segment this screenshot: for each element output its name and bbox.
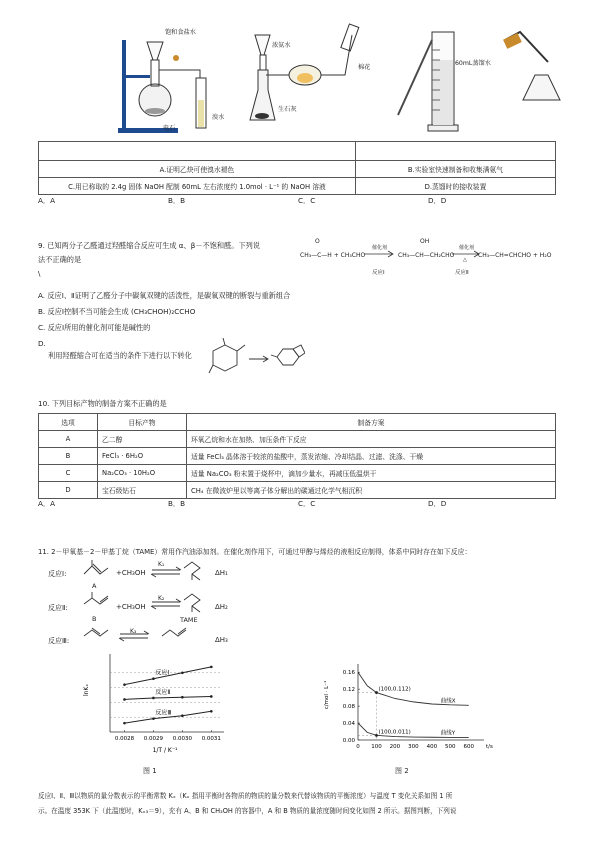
x-tick-label: 0.0030 bbox=[172, 736, 192, 742]
data-point bbox=[210, 695, 213, 698]
annotation-label: (100,0.011) bbox=[378, 729, 411, 736]
y-tick-label: 0.08 bbox=[342, 704, 355, 711]
apparatus-d bbox=[503, 32, 560, 100]
q9-rxn-label2: 反应Ⅱ bbox=[455, 270, 469, 276]
q10-header-option: 选项 bbox=[39, 414, 98, 431]
data-point bbox=[123, 683, 126, 686]
q11-rxn2-label: 反应Ⅱ: bbox=[48, 604, 68, 612]
q9-rxn-delta: △ bbox=[463, 257, 467, 263]
q10-stem: 10. 下列目标产物的制备方案不正确的是 bbox=[38, 399, 167, 408]
q8-options bbox=[38, 196, 558, 206]
q9-stem-line2: 法不正确的是 bbox=[38, 255, 82, 264]
q10-option-c[interactable]: C．C bbox=[298, 499, 316, 508]
data-point bbox=[375, 734, 378, 737]
q10-header-product: 目标产物 bbox=[98, 414, 187, 431]
apparatus-diagrams bbox=[0, 0, 595, 140]
q9-reaction-arrows bbox=[360, 248, 490, 260]
data-point bbox=[181, 696, 184, 699]
q11-rxn1-plus: +CH₃OH bbox=[116, 569, 146, 577]
series-label: 曲线Y bbox=[440, 730, 456, 737]
data-point bbox=[123, 722, 126, 725]
q10-cell: D bbox=[39, 482, 98, 499]
data-point bbox=[210, 710, 213, 713]
y-tick-label: 0.12 bbox=[342, 687, 355, 694]
label-calcium-carbide: 电石 bbox=[163, 125, 176, 132]
q8-option-a[interactable]: A．A bbox=[38, 196, 56, 205]
q11-rxn2-dh: ΔH₂ bbox=[215, 603, 228, 611]
q8-option-b[interactable]: B．B bbox=[168, 196, 186, 205]
series-label: 曲线X bbox=[440, 698, 456, 705]
figure1-chart bbox=[80, 650, 230, 760]
x-tick-label: 0.0029 bbox=[143, 736, 164, 742]
x-tick-label: 600 bbox=[463, 744, 475, 750]
q11-rxn1-sub: A bbox=[92, 582, 97, 590]
q9-option-d[interactable]: 利用羟醛缩合可在适当的条件下进行以下转化 bbox=[48, 351, 192, 360]
q9-rxn-right: CH₃—CH=CHCHO + H₂O bbox=[478, 252, 552, 259]
q8-option-c-desc: C.用已称取的 2.4g 固体 NaOH 配制 60mL 左右浓度约 1.0mol · L⁻¹ 的 NaOH 溶液 bbox=[39, 178, 356, 195]
q11-rxn3-dh: ΔH₃ bbox=[215, 636, 228, 644]
q10-cell: CH₄ 在微波炉里以等离子体分解出的碳通过化学气相沉积 bbox=[187, 482, 556, 499]
q10-option-d[interactable]: D．D bbox=[428, 499, 447, 508]
q9-rxn-mid: CH₃—CH—CH₂CHO bbox=[398, 252, 455, 259]
series-label: 反应Ⅱ bbox=[155, 688, 171, 696]
q10-table bbox=[38, 413, 556, 499]
data-point bbox=[152, 717, 155, 720]
q9-rxn-left: CH₃—C—H + CH₃CHO bbox=[300, 252, 366, 259]
q8-option-b-desc: B.实验室快速制备和收集满氨气 bbox=[356, 161, 556, 178]
q9-option-a[interactable]: A. 反应Ⅰ、Ⅱ证明了乙醛分子中碳氧双键的活泼性，是碳氧双键的断裂与重新组合 bbox=[38, 291, 291, 300]
y-tick-label: 0.00 bbox=[342, 738, 355, 744]
x-tick-label: 300 bbox=[408, 744, 419, 750]
q10-cell: 适量 Na₂CO₃ 粉末置于烧杯中，滴加少量水，再减压低温烘干 bbox=[187, 465, 556, 482]
q9-rxn-oh: OH bbox=[420, 238, 430, 245]
q8-option-c[interactable]: C．C bbox=[298, 196, 316, 205]
data-point bbox=[152, 697, 155, 700]
table-row bbox=[39, 431, 556, 448]
q8-option-d-desc: D.蒸馏时的接收装置 bbox=[356, 178, 556, 195]
x-tick-label: 200 bbox=[389, 744, 401, 750]
series-label: 反应Ⅰ bbox=[155, 669, 170, 677]
q10-option-a[interactable]: A．A bbox=[38, 499, 56, 508]
y-axis-label: c/mol · L⁻¹ bbox=[324, 680, 330, 710]
q11-rxn2-k: K₂ bbox=[158, 595, 165, 602]
label-bromine-water: 溴水 bbox=[212, 114, 225, 121]
q9-rxn-label1: 反应Ⅰ bbox=[372, 270, 385, 276]
q10-option-b[interactable]: B．B bbox=[168, 499, 186, 508]
x-tick-label: 400 bbox=[426, 744, 438, 750]
q11-rxn2-product: TAME bbox=[180, 616, 198, 624]
x-axis-label: 1/T / K⁻¹ bbox=[152, 747, 178, 754]
q11-stem: 11. 2－甲氧基－2－甲基丁烷（TAME）常用作汽油添加剂。在催化剂作用下，可通过甲醇与烯烃的液相反应制得，体系中同时存在如下反应： bbox=[38, 548, 472, 556]
x-axis-label: t/s bbox=[486, 744, 493, 750]
data-point bbox=[210, 666, 213, 669]
q11-rxn2-sub: B bbox=[92, 615, 97, 623]
q11-bottom-line2: 示。在温度 353K 下（此温度时，Kₓ₃＝9），充有 A、B 和 CH₃OH 的容器中，A 和 B 物质的量浓度随时间变化如图 2 所示。据图判断，下列说 bbox=[38, 807, 457, 815]
q9-rxn-cat1: 催化剂 bbox=[372, 245, 388, 251]
data-point bbox=[152, 677, 155, 680]
label-quicklime: 生石灰 bbox=[278, 106, 297, 113]
apparatus-c bbox=[398, 32, 458, 131]
figure1-caption: 图 1 bbox=[143, 767, 157, 775]
data-point bbox=[181, 672, 184, 675]
q10-header-plan: 制备方案 bbox=[187, 414, 556, 431]
table-row bbox=[39, 482, 556, 499]
q10-cell: 环氧乙烷和水在加热、加压条件下反应 bbox=[187, 431, 556, 448]
x-tick-label: 0 bbox=[356, 744, 360, 750]
q11-rxn3-label: 反应Ⅲ: bbox=[48, 637, 70, 645]
data-point bbox=[181, 714, 184, 717]
x-tick-label: 500 bbox=[445, 744, 456, 750]
q10-cell: FeCl₃ · 6H₂O bbox=[98, 448, 187, 465]
q10-cell: Na₂CO₃ · 10H₂O bbox=[98, 465, 187, 482]
x-tick-label: 100 bbox=[371, 744, 382, 750]
q10-cell: C bbox=[39, 465, 98, 482]
x-tick-label: 0.0031 bbox=[201, 736, 221, 742]
label-saturated-brine: 饱和食盐水 bbox=[165, 29, 196, 36]
q11-rxn1-k: K₁ bbox=[158, 561, 165, 568]
table-row bbox=[39, 465, 556, 482]
q11-bottom-line1: 反应Ⅰ、Ⅱ、Ⅲ以物质的量分数表示的平衡常数 Kₓ（Kₓ 指用平衡时各物质的物质的量分数来代替该物质的平衡浓度）与温度 T 变化关系如图 1 所 bbox=[38, 792, 453, 800]
data-point bbox=[123, 698, 126, 701]
q9-rxn-o: O bbox=[315, 238, 320, 245]
q8-option-d[interactable]: D．D bbox=[428, 196, 447, 205]
annotation-label: (100,0.112) bbox=[378, 686, 411, 693]
q11-rxn3-k: K₃ bbox=[130, 628, 137, 635]
q10-cell: B bbox=[39, 448, 98, 465]
table-row bbox=[39, 448, 556, 465]
figure2-caption: 图 2 bbox=[395, 767, 409, 775]
figure2-chart bbox=[318, 660, 496, 760]
y-axis-label: lnKₓ bbox=[83, 683, 90, 697]
q11-rxn2-plus: +CH₃OH bbox=[116, 603, 146, 611]
q9-option-d-head[interactable]: D. bbox=[38, 339, 46, 348]
q8-option-a-desc: A.证明乙炔可使溴水褪色 bbox=[39, 161, 356, 178]
q10-cell: A bbox=[39, 431, 98, 448]
q11-rxn1-label: 反应Ⅰ: bbox=[48, 570, 67, 578]
q10-cell: 适量 FeCl₃ 晶体溶于较浓的盐酸中，蒸发浓缩、冷却结晶、过滤、洗涤、干燥 bbox=[187, 448, 556, 465]
x-tick-label: 0.0028 bbox=[114, 736, 135, 742]
y-tick-label: 0.16 bbox=[342, 670, 355, 677]
q9-stem-line1: 9. 已知两分子乙醛通过羟醛缩合反应可生成 α、β－不饱和醛。下列说 bbox=[38, 241, 261, 250]
apparatus-a bbox=[118, 40, 206, 133]
q9-option-b[interactable]: B. 反应Ⅰ控制不当可能会生成 (CH₃CHOH)₂CCHO bbox=[38, 307, 196, 316]
y-tick-label: 0.04 bbox=[342, 721, 355, 728]
q11-rxn1-dh: ΔH₁ bbox=[215, 569, 228, 577]
q8-table bbox=[38, 141, 556, 195]
q9-mark: \ bbox=[38, 269, 41, 278]
q11-reaction-structures bbox=[80, 560, 210, 650]
series-line bbox=[124, 696, 211, 699]
q9-structure-transform bbox=[205, 335, 305, 380]
data-point bbox=[375, 691, 378, 694]
label-distilled-water: 60mL蒸馏水 bbox=[455, 60, 491, 67]
q10-cell: 乙二醇 bbox=[98, 431, 187, 448]
q10-options bbox=[38, 499, 558, 509]
q10-cell: 宝石级钻石 bbox=[98, 482, 187, 499]
q9-option-c[interactable]: C. 反应Ⅰ所用的催化剂可能是碱性的 bbox=[38, 323, 151, 332]
label-conc-ammonia: 浓氨水 bbox=[272, 42, 291, 49]
label-cotton: 棉花 bbox=[358, 64, 371, 71]
q9-rxn-cat2: 催化剂 bbox=[459, 245, 475, 251]
series-label: 反应Ⅲ bbox=[155, 709, 172, 717]
apparatus-b bbox=[250, 24, 359, 120]
